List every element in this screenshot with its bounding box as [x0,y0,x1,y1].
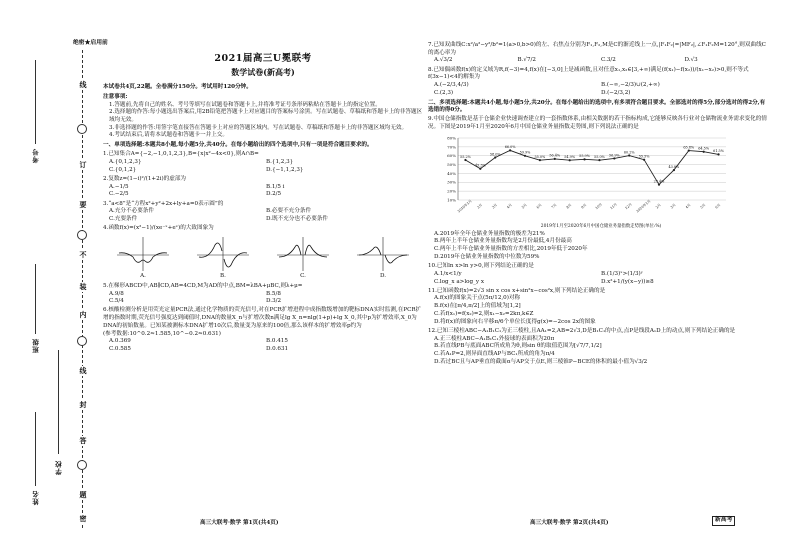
data-label: 55.0% [594,154,605,159]
chart-svg [434,134,734,220]
question-stem: 6.核酸检测分析是用荧光定量PCR法,通过化学物质的荧光信号,对在PCR扩增进程中成指数级增加的靶标DNA实时监测,在PCR扩增的指数时期,荧光信号强度达到阈值时,DNA的数量X_n与扩增次数n满足lg X_n=nlg(1+p)+lg X_0,其中p为扩增效率,X_0为DNA的初始数量。已知某被测标本DNA扩增10次后,数量变为原来的100倍,那么该样本的扩增效率p约为 [103,307,422,329]
question-5 [103,283,423,306]
question-stem: 2.复数z=(1−i)²/(1+2i)的虚部为 [103,176,187,183]
chart-caption: 2019年1月至2020年6月中国仓储业务量指数走势图(单位:%) [540,223,662,229]
option-c: C.(2,3) [434,89,454,96]
option-d: D.√3 [684,57,698,64]
binding-char: 装 [77,282,89,292]
question-7 [428,42,768,65]
data-point [688,149,690,151]
notes-title: 注意事项: [103,93,128,100]
question-stem: 12.已知三棱柱ABC−A₁B₁C₁为正三棱柱,且AA₁=2,AB=2√3,D是B₁C₁的中点,点P是线段A₁D上的动点,则下列结论正确的是 [428,327,736,334]
data-label: 58.0% [489,152,501,157]
data-label: 55.5% [638,154,650,159]
new-gaokao-tag: 新高考 [712,516,735,526]
binding-char: 要 [77,200,89,210]
y-tick-label: 10% [447,197,456,203]
binding-fill-line [35,60,36,144]
data-point [643,159,645,161]
x-tick-label: 2月 [654,202,662,210]
binding-char: 密 [77,514,89,524]
data-point [509,149,511,151]
binding-label-name: 姓名 [32,490,40,505]
option-b: B.(−∞,−2/3)∪(2,+∞) [601,82,660,89]
option-c: C.若f(x₁)=f(x₂)=2,则x₁−x₂=2kπ,k∈Z [434,310,534,317]
option-a: A.{0,1,2,3} [109,159,142,166]
option-d: D.x²+1/(y(x−y))≥8 [601,278,654,285]
y-tick-label: 70% [447,144,456,150]
option-a: A.1/x<1/y [434,270,462,277]
binding-label-exam-number: 考号 [32,148,40,163]
graph-a-figure [115,235,171,273]
note-item: 2.选择题的作答:每小题选出答案后,用2B铅笔把答题卡上对应题目的答案标号涂黑。写在试题卷、草稿纸和答题卡上的非答题区域均无效。 [109,109,423,124]
x-tick-label: 6月 [535,202,543,210]
option-b: B.0.415 [266,338,288,345]
option-d: D.2/5 [266,191,282,198]
data-label: 56.4% [549,153,561,158]
option-a: A.9/8 [109,290,124,297]
binding-char: 订 [77,160,89,170]
question-stem: 1.已知集合A={−2,−1,0,1,2,3},B={x|x²−4x<0},则A∩B= [103,151,259,158]
binding-fill-line [35,264,36,334]
x-tick-label: 7月 [550,202,558,210]
question-stem: 8.已知偶函数f(x)的定义域为R,f(−3)=4,f(x)在[−3,0]上是减函数,且对任意x₁,x₂∈[3,+∞)满足(f(x₁)−f(x₂))/(x₁−x₂)>0,则不等式f(3x−1)<4的解集为 [428,66,749,81]
option-b: B.(1/3)ˣ>(1/3)ʸ [601,270,644,277]
x-tick-label: 3月 [669,202,677,210]
graph-d-figure [355,235,411,273]
x-tick-label: 2019年1月 [456,198,473,214]
x-tick-label: 11月 [609,202,618,211]
data-point [479,168,481,170]
x-tick-label: 2020年1月 [635,198,652,214]
binding-strip [20,20,104,532]
data-point [717,153,719,155]
data-point [628,154,630,156]
option-c: C.0.585 [109,346,131,353]
data-label: 54.9% [564,154,576,159]
graph-option-d [354,235,412,281]
binding-label-class: 班级 [32,338,40,353]
data-point [658,183,660,185]
exam-subtitle: 数学试卷(新高考) [231,67,295,78]
x-tick-label: 8月 [565,202,573,210]
section-2-heading: 二、多项选择题:本题共4小题,每小题5分,共20分。在每小题给出的选项中,有多项符合题目要求。全部选对的得5分,部分选对的得2分,有选错的得0分。 [428,99,766,114]
graph-option-b [194,235,252,281]
reference-data: (参考数据:10^0.2≈1.585,10^−0.2≈0.631) [103,330,221,337]
question-2 [103,176,423,199]
option-a: A.充分不必要条件 [109,208,154,215]
binding-label-school: 学校 [55,460,63,475]
x-tick-label: 3月 [491,202,498,210]
binding-circle [77,336,87,346]
option-b: B.{1,2,3} [266,159,294,166]
question-stem: 5.在梯形ABCD中,AB∥CD,AB=4CD,M为AD的中点,BM=λBA+μBC,则λ+μ= [103,282,303,289]
binding-char: 不 [77,250,89,260]
data-point [598,159,600,161]
option-d: D.将f(x)的图象向右平移π/6个单位长度得g(x)=−2cos 2x的图象 [434,318,596,325]
question-stem: 10.已知ln x>ln y>0,则下列结论正确的是 [428,263,534,270]
option-a: A.0.369 [109,338,131,345]
option-c: C.{0,1,2} [109,166,137,173]
option-d: D.(−2/3,2) [601,89,631,96]
data-label: 55.0% [534,154,546,159]
option-b: B.f(x)在[π/4,π/2]上的值域为[1,2] [434,303,521,310]
data-point [464,159,466,161]
binding-fill-line [58,350,59,454]
question-1 [103,151,423,174]
data-label: 61.5% [713,149,724,154]
option-a: A.f(x)的图象关于点(5π/12,0)对称 [434,295,521,302]
option-b: B.1/5 i [266,183,285,190]
data-point [569,159,571,161]
data-label: 55.2% [460,154,471,159]
data-point [494,156,496,158]
note-item: 1.答题前,先将自己的姓名、考号等填写在试题卷和答题卡上,并将准考证号条形码粘贴在答题卡上的指定位置。 [109,101,381,108]
question-6 [103,307,423,353]
y-tick-label: 30% [447,179,456,185]
section-1-heading: 一、单项选择题:本题共8小题,每小题5分,共40分。在每小题给出的四个选项中,只有一项是符合题目要求的。 [103,142,373,149]
question-3 [103,201,423,224]
option-a: A.−1/5 [109,183,129,190]
binding-char: 线 [77,80,89,90]
question-stem: 4.函数f(x)=(x²−1)/(xe⁻ˣ+eˣ)的大致图象为 [103,225,214,232]
data-label: 43.8% [668,164,680,169]
question-12 [428,328,768,367]
question-10 [428,263,768,286]
x-tick-label: 5月 [520,202,528,210]
data-label: 45.3% [474,163,486,168]
data-label: 27.4% [653,179,665,184]
x-tick-label: 12月 [624,202,633,211]
option-b: B.5/8 [266,290,281,297]
option-b: B.两年上半年仓储业务量指数均是2月份最低,4月份最高 [434,238,572,245]
binding-circle [77,124,87,134]
y-tick-label: 80% [447,135,456,141]
x-tick-label: 2月 [476,202,484,210]
binding-circle [77,460,87,470]
y-tick-label: 40% [447,170,456,176]
question-stem: 11.已知函数f(x)=2√3 sin x cos x+sin²x−cos²x,则下列结论正确的是 [428,287,606,294]
data-point [554,158,556,160]
data-point [583,158,585,160]
binding-char: 线 [77,366,89,376]
question-8 [428,67,768,98]
option-a: A.(−2/3,4/3) [434,82,469,89]
page-1 [103,36,423,354]
binding-circle [77,230,87,240]
option-c: C.−2/5 [109,191,129,198]
x-tick-label: 10月 [594,202,604,211]
option-b: B.√7/2 [517,57,536,64]
option-c: C.两年上半年仓储业务量指数的方差相比,2019年低于2020年 [434,246,588,253]
exam-title: 2021届高三U冕联考 [214,53,312,64]
option-b: B.若直线PB与底面ABC所成角为θ,则sin θ的取值范围为[√7/7,1/2] [434,343,602,350]
secret-mark: 绝密★启用前 [73,40,108,46]
question-11 [428,288,768,327]
option-b: B.必要不充分条件 [266,208,312,215]
graph-label: B. [220,273,226,280]
option-c: C.5/4 [109,298,124,305]
data-label: 55.9% [579,154,590,159]
x-tick-label: 4月 [506,202,513,210]
page-2 [428,36,768,366]
data-point [613,157,615,159]
binding-char: 封 [77,400,89,410]
data-label: 59.9% [519,150,531,155]
x-tick-label: 6月 [714,202,722,210]
data-label: 60.2% [623,150,635,155]
x-tick-label: 9月 [580,202,588,210]
note-item: 3.非选择题的作答:用签字笔直接答在答题卡上对应的答题区域内。写在试题卷、草稿纸和答题卡上的非答题区域均无效。 [109,124,408,131]
data-label: 66.0% [504,145,516,150]
question-stem: 3.“a<8”是“方程x²+y²+2x+ly+a=0表示圆”的 [103,200,224,207]
option-d: D.3/2 [266,298,282,305]
option-d: D.2019年仓储业务量指数的中位数为59% [434,253,540,260]
data-point [524,155,526,157]
option-c: C.3/2 [601,57,616,64]
graph-option-a [114,235,172,281]
option-c: C.充要条件 [109,216,138,223]
data-point [703,151,705,153]
question-stem: 7.已知双曲线C:x²/a²−y²/b²=1(a>0,b>0)的左、右焦点分别为F₁,F₂,M是C的渐近线上一点,|F₁F₂|=|MF₂|,∠F₁F₂M=120°,则双曲线C的离心率为 [428,42,766,56]
question-9 [428,116,768,261]
graph-label: C. [300,273,306,280]
y-tick-label: 50% [447,161,456,167]
graph-label: D. [379,273,387,280]
option-d: D.若过BC且与AP垂直的截面α与AP交于点E,则三棱锥P−BCE的体积的最小值为√3/2 [434,358,648,365]
binding-fill-line [35,412,36,486]
x-tick-label: 5月 [699,202,707,210]
option-a: A.正三棱柱ABC−A₁B₁C₁外接球的表面积为20π [434,335,555,342]
question-stem: 9.中国仓储指数是基于仓储企业快速调查建立的一套指数体系,由相关数据的若干指标构成,它能够反映各行业对仓储物流业务需求变化的情况。下图是2019年1月至2020年6月中国仓储业务量指数走势图,则下列说法正确的是 [428,116,767,131]
note-item: 4.考试结束后,请将本试题卷和答题卡一并上交。 [109,132,228,139]
graph-b-figure [195,235,251,273]
binding-char: 内 [77,310,89,320]
binding-char: 题 [77,490,89,500]
graph-label: A. [140,273,146,280]
option-a: A.2019年全年仓储业务量指数的极差为21% [434,230,545,237]
data-point [673,169,675,171]
data-label: 56.9% [608,153,620,158]
y-tick-label: 20% [447,188,456,194]
data-label: 65.8% [683,145,695,150]
y-tick-label: 60% [447,153,456,159]
footer-page-2: 高三大联考·数学 第2页(共4页) [530,520,609,526]
exam-intro: 本试卷共4页,22题。全卷满分150分。考试用时120分钟。 [103,84,252,91]
option-c: C.log_x a>log_y x [434,278,484,285]
warehouse-index-chart [434,134,768,230]
graph-c-figure [275,235,331,273]
footer-page-1: 高三大联考·数学 第1页(共4页) [200,520,279,526]
binding-char: 答 [77,436,89,446]
option-d: D.既不充分也不必要条件 [266,216,329,223]
option-d: D.{−1,1,2,3} [266,166,304,173]
graph-options [103,235,423,281]
option-a: A.√3/2 [434,57,453,64]
question-4 [103,225,423,280]
option-c: C.若A₁P=2,则异面直线AP与BC₁所成的角为π/4 [434,350,555,357]
graph-option-c [274,235,332,281]
data-point [539,159,541,161]
data-label: 64.5% [698,146,710,151]
x-tick-label: 4月 [684,202,692,210]
option-d: D.0.631 [266,346,289,353]
